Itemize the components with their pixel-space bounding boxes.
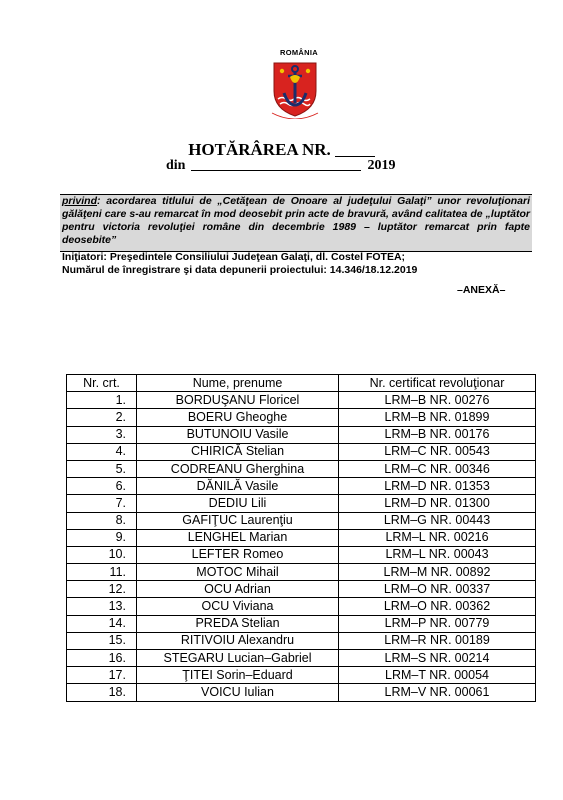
person-name: DEDIU Lili [137, 495, 339, 512]
row-number: 13. [67, 598, 137, 615]
header-name: Nume, prenume [137, 375, 339, 392]
row-number: 17. [67, 667, 137, 684]
person-name: BORDUŞANU Floricel [137, 392, 339, 409]
row-number: 1. [67, 392, 137, 409]
certificate-number: LRM–O NR. 00362 [339, 598, 536, 615]
person-name: BUTUNOIU Vasile [137, 426, 339, 443]
row-number: 12. [67, 581, 137, 598]
certificate-number: LRM–V NR. 00061 [339, 684, 536, 701]
header-certificate: Nr. certificat revoluţionar [339, 375, 536, 392]
table-header-row [67, 375, 536, 392]
row-number: 18. [67, 684, 137, 701]
row-number: 11. [67, 564, 137, 581]
crest-country-label: ROMÂNIA [280, 48, 318, 57]
person-name: OCU Viviana [137, 598, 339, 615]
table-row [67, 632, 536, 649]
table-body [67, 392, 536, 701]
certificate-number: LRM–O NR. 00337 [339, 581, 536, 598]
initiators-line: Iniţiatori: Preşedintele Consiliului Judeţean Galaţi, dl. Costel FOTEA; [62, 251, 406, 263]
table-row [67, 392, 536, 409]
row-number: 14. [67, 615, 137, 632]
certificate-number: LRM–B NR. 00176 [339, 426, 536, 443]
certificate-number: LRM–S NR. 00214 [339, 650, 536, 667]
person-name: DĂNILĂ Vasile [137, 478, 339, 495]
document-date-line [166, 158, 395, 174]
table-row [67, 650, 536, 667]
certificate-number: LRM–B NR. 00276 [339, 392, 536, 409]
date-year: 2019 [367, 158, 396, 173]
certificate-number: LRM–T NR. 00054 [339, 667, 536, 684]
row-number: 15. [67, 632, 137, 649]
table-row [67, 443, 536, 460]
row-number: 6. [67, 478, 137, 495]
row-number: 3. [67, 426, 137, 443]
certificate-number: LRM–G NR. 00443 [339, 512, 536, 529]
annex-label: –ANEXĂ– [457, 284, 506, 296]
table-row [67, 564, 536, 581]
row-number: 5. [67, 460, 137, 477]
row-number: 7. [67, 495, 137, 512]
person-name: CODREANU Gherghina [137, 460, 339, 477]
person-name: PREDA Stelian [137, 615, 339, 632]
table-row [67, 529, 536, 546]
certificate-number: LRM–L NR. 00043 [339, 546, 536, 563]
subject-text: : acordarea titlului de „Cetăţean de Onoare al judeţului Galaţi” unor revoluţionari gălăţeni care s-au remarcat în mod deosebit prin acte de bravură, având calitatea de „luptător pentru victoria revoluţiei române din decembrie 1989 – luptător remarcat prin fapte deosebite” [62, 195, 530, 246]
county-crest [255, 48, 335, 119]
subject-paragraph [62, 195, 530, 247]
revolutionaries-table [66, 374, 536, 702]
decision-number-blank [335, 142, 375, 157]
table-row [67, 495, 536, 512]
certificate-number: LRM–B NR. 01899 [339, 409, 536, 426]
person-name: GAFIŢUC Laurenţiu [137, 512, 339, 529]
subject-lead: privind [62, 195, 98, 207]
person-name: CHIRICĂ Stelian [137, 443, 339, 460]
person-name: BOERU Gheoghe [137, 409, 339, 426]
person-name: RITIVOIU Alexandru [137, 632, 339, 649]
coat-of-arms-icon [268, 59, 322, 119]
table-row [67, 512, 536, 529]
document-title [0, 140, 563, 160]
person-name: ŢITEI Sorin–Eduard [137, 667, 339, 684]
header-nr-crt: Nr. crt. [67, 375, 137, 392]
certificate-number: LRM–D NR. 01353 [339, 478, 536, 495]
table-row [67, 478, 536, 495]
certificate-number: LRM–D NR. 01300 [339, 495, 536, 512]
table-row [67, 684, 536, 701]
person-name: LEFTER Romeo [137, 546, 339, 563]
date-prefix: din [166, 158, 186, 173]
table-row [67, 581, 536, 598]
table-row [67, 598, 536, 615]
row-number: 4. [67, 443, 137, 460]
certificate-number: LRM–P NR. 00779 [339, 615, 536, 632]
table-row [67, 667, 536, 684]
person-name: VOICU Iulian [137, 684, 339, 701]
table-row [67, 409, 536, 426]
certificate-number: LRM–M NR. 00892 [339, 564, 536, 581]
row-number: 8. [67, 512, 137, 529]
table-row [67, 546, 536, 563]
row-number: 9. [67, 529, 137, 546]
table-row [67, 426, 536, 443]
certificate-number: LRM–L NR. 00216 [339, 529, 536, 546]
certificate-number: LRM–C NR. 00543 [339, 443, 536, 460]
row-number: 10. [67, 546, 137, 563]
row-number: 16. [67, 650, 137, 667]
table-row [67, 615, 536, 632]
date-blank [191, 158, 361, 171]
person-name: LENGHEL Marian [137, 529, 339, 546]
person-name: MOTOC Mihail [137, 564, 339, 581]
title-text: HOTĂRÂREA NR. [188, 140, 331, 159]
certificate-number: LRM–C NR. 00346 [339, 460, 536, 477]
table-row [67, 460, 536, 477]
certificate-number: LRM–R NR. 00189 [339, 632, 536, 649]
person-name: OCU Adrian [137, 581, 339, 598]
row-number: 2. [67, 409, 137, 426]
registration-line: Numărul de înregistrare şi data depunerii proiectului: 14.346/18.12.2019 [62, 264, 418, 276]
person-name: STEGARU Lucian–Gabriel [137, 650, 339, 667]
